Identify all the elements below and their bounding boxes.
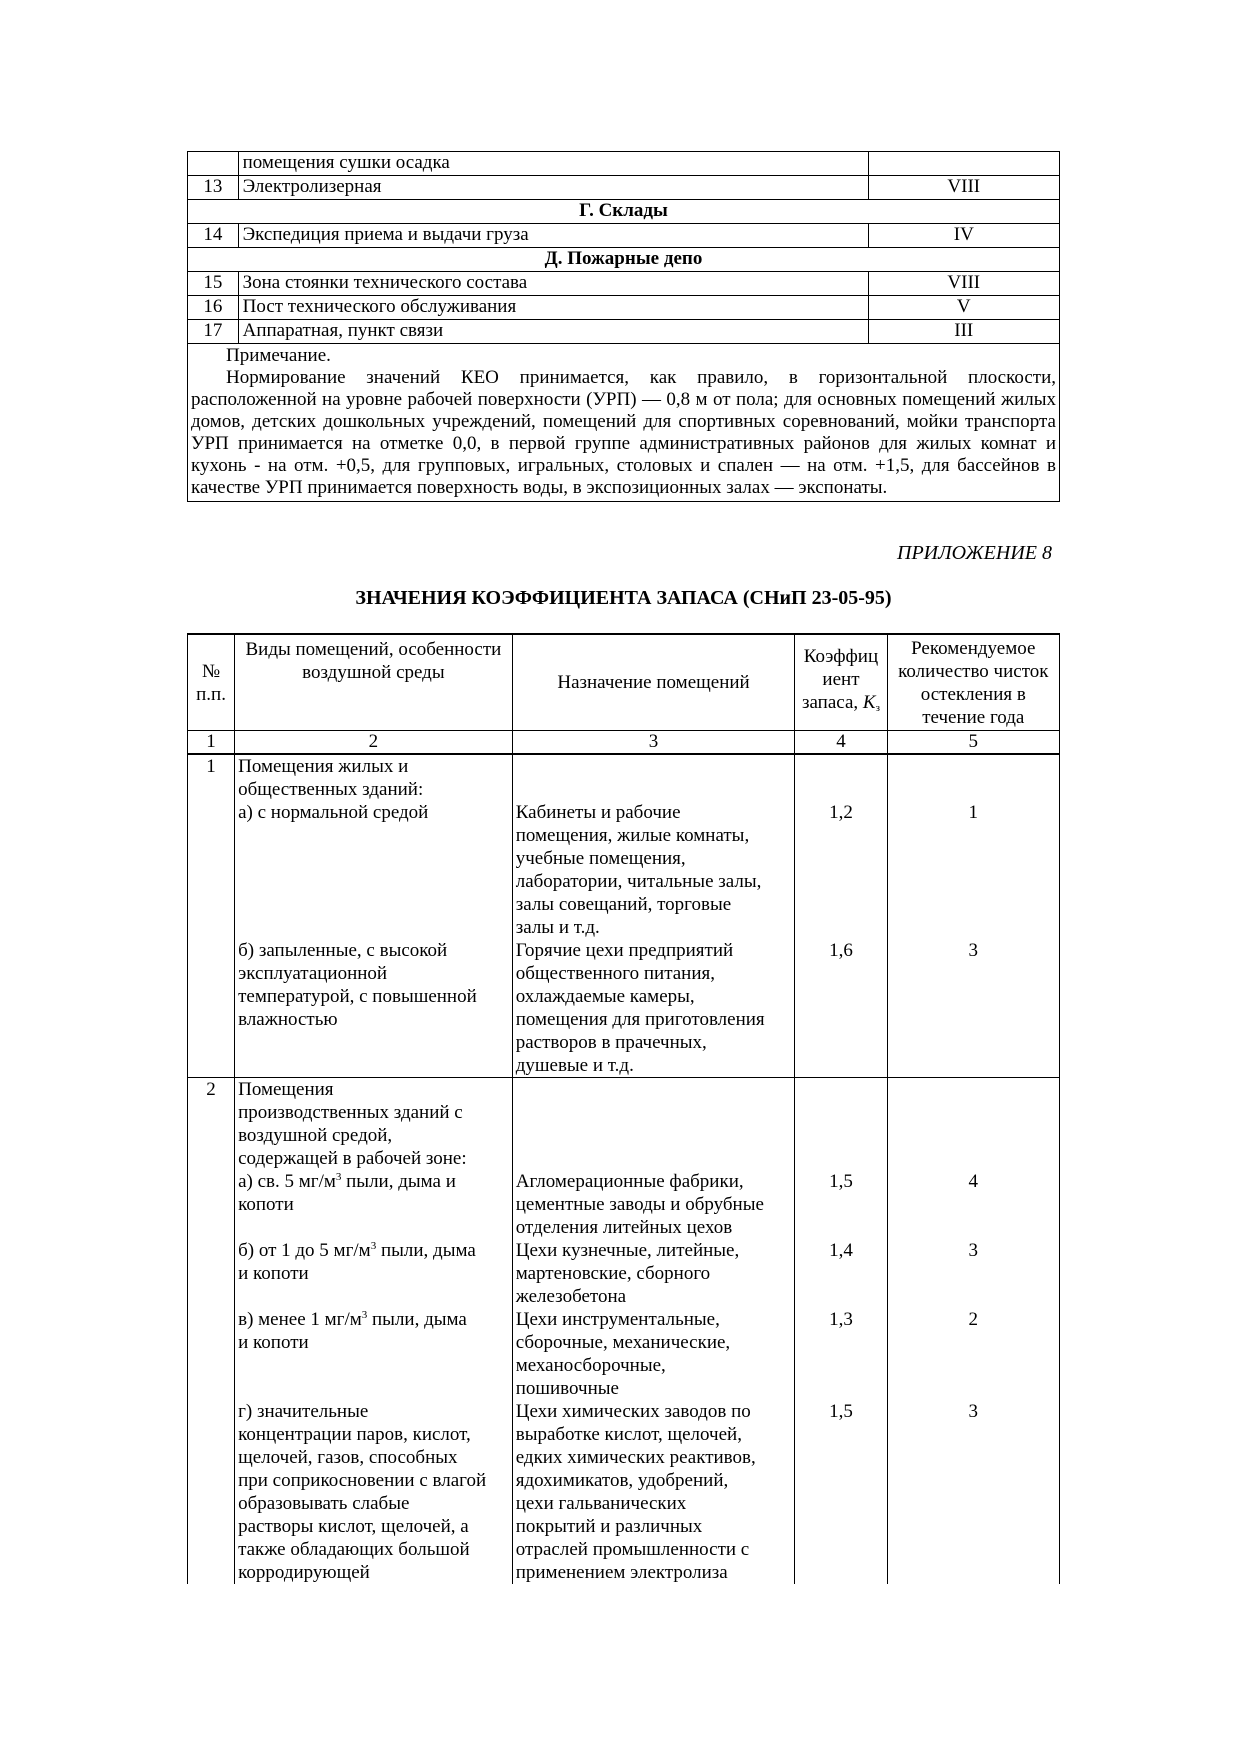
visual-work-class xyxy=(868,152,1059,176)
header-number: № п.п. xyxy=(188,634,235,731)
row-number: 14 xyxy=(188,224,239,248)
group-number: 2 xyxy=(188,1078,235,1585)
row-number: 13 xyxy=(188,176,239,200)
room-name: помещения сушки осадка xyxy=(238,152,868,176)
safety-coefficient: 1,5 1,4 1,3 1,5 xyxy=(795,1078,887,1585)
room-name: Зона стоянки технического состава xyxy=(238,272,868,296)
row-number xyxy=(188,152,239,176)
table-title: ЗНАЧЕНИЯ КОЭФФИЦИЕНТА ЗАПАСА (СНиП 23-05-95) xyxy=(355,587,892,609)
room-purpose: Кабинеты и рабочие помещения, жилые комнаты, учебные помещения, лаборатории, читальные залы, залы совещаний, торговые залы и т.д. Горячие цехи предприятий общественного питания, охлаждаемые камеры, помещения для приготовления растворов в прачечных, душевые и т.д. xyxy=(512,754,795,1078)
table-row xyxy=(188,754,1060,1078)
table-row xyxy=(188,176,1060,200)
safety-factor-table xyxy=(187,633,1060,1584)
visual-work-class: III xyxy=(868,320,1059,344)
row-number: 15 xyxy=(188,272,239,296)
row-number: 17 xyxy=(188,320,239,344)
table-row xyxy=(188,152,1060,176)
table-row xyxy=(188,320,1060,344)
section-row xyxy=(188,248,1060,272)
room-name: Пост технического обслуживания xyxy=(238,296,868,320)
row-number: 16 xyxy=(188,296,239,320)
illumination-class-table xyxy=(187,151,1060,502)
header-purpose: Назначение помещений xyxy=(512,634,795,731)
room-name: Экспедиция приема и выдачи груза xyxy=(238,224,868,248)
visual-work-class: V xyxy=(868,296,1059,320)
cleanings-per-year: 1 3 xyxy=(887,754,1059,1078)
safety-factor-table-wrapper xyxy=(187,633,1060,1599)
table-row xyxy=(188,1078,1060,1585)
header-row xyxy=(188,634,1060,731)
note-text: Нормирование значений КЕО принимается, как правило, в горизонтальной плоскости, расположенной на уровне рабочей поверхности (УРП) — 0,8 м от пола; для основных помещений жилых домов, детских дошкольных учреждений, помещений для спортивных соревнований, мойки транспорта УРП принимается на отметке 0,0, в первой группе административных районов для жилых комнат и кухонь - на отм. +0,5, для групповых, игральных, столовых и спален — на отм. +1,5, для бассейнов в качестве УРП принимается поверхность воды, в экспозиционных залах — экспонаты. xyxy=(191,367,1056,498)
section-heading: Д. Пожарные депо xyxy=(188,248,1060,272)
room-type: Помещения производственных зданий с воздушной средой, содержащей в рабочей зоне: а) св. 5 $мг/м^3$ пыли, дыма и копоти б) от 1 до 5 $мг/м^3$ пыли, дыма и копоти в) менее 1 $мг/м^3$ пыли, дыма и копоти г) значительные концентрации паров, кислот, щелочей, газов, способных при соприкосновении с влагой образовывать слабые растворы кислот, щелочей, а также обладающих большой корродирующей xyxy=(235,1078,513,1585)
safety-coefficient: 1,2 1,6 xyxy=(795,754,887,1078)
section-heading: Г. Склады xyxy=(188,200,1060,224)
appendix-label: ПРИЛОЖЕНИЕ 8 xyxy=(897,542,1052,564)
note-row xyxy=(188,344,1060,502)
column-numbers-row: 1 2 3 4 5 xyxy=(188,731,1060,755)
room-type: Помещения жилых и общественных зданий: а) с нормальной средой б) запыленные, с высокой эксплуатационной температурой, с повышенной влажностью xyxy=(235,754,513,1078)
visual-work-class: IV xyxy=(868,224,1059,248)
table-row xyxy=(188,296,1060,320)
room-name: Аппаратная, пункт связи xyxy=(238,320,868,344)
header-cleanings: Рекомендуемое количество чисток остекления в течение года xyxy=(887,634,1059,731)
visual-work-class: VIII xyxy=(868,272,1059,296)
header-room-types: Виды помещений, особенности воздушной среды xyxy=(235,634,513,731)
section-row xyxy=(188,200,1060,224)
table-row xyxy=(188,272,1060,296)
room-purpose: Агломерационные фабрики, цементные заводы и обрубные отделения литейных цехов Цехи кузнечные, литейные, мартеновские, сборного железобетона Цехи инструментальные, сборочные, механические, механосборочные, пошивочные Цехи химических заводов по выработке кислот, щелочей, едких химических реактивов, ядохимикатов, удобрений, цехи гальванических покрытий и различных отраслей промышленности с применением электролиза xyxy=(512,1078,795,1585)
cleanings-per-year: 4 3 2 3 xyxy=(887,1078,1059,1585)
room-name: Электролизерная xyxy=(238,176,868,200)
coefficient-symbol: $K_з$ xyxy=(862,692,880,714)
note-title: Примечание. xyxy=(226,345,331,366)
visual-work-class: VIII xyxy=(868,176,1059,200)
header-coefficient: Коэффиц иент запаса, $K_з$ xyxy=(795,634,887,731)
group-number: 1 xyxy=(188,754,235,1078)
table-row xyxy=(188,224,1060,248)
table-note xyxy=(188,344,1060,502)
